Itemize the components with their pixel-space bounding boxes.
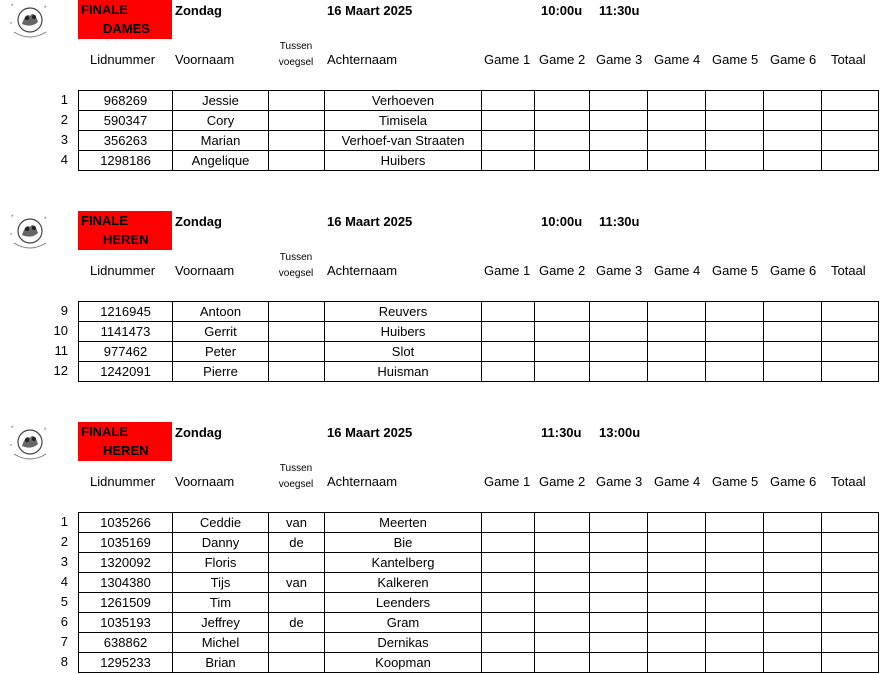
event-section-2 [0,211,882,411]
cell-lidnummer: 638862 [79,633,173,653]
cell-game-2[interactable] [535,613,590,633]
cell-lidnummer: 1035169 [79,533,173,553]
col-tussen-line2: voegsel [278,479,314,490]
cell-game-5[interactable] [706,151,764,171]
cell-game-2[interactable] [535,91,590,111]
score-table [78,512,879,673]
cell-tussenvoegsel [269,593,325,613]
cell-tussenvoegsel: de [269,533,325,553]
score-table [78,90,879,171]
cell-game-4[interactable] [648,613,706,633]
col-game-6: Game 6 [770,52,817,67]
cell-game-4[interactable] [648,322,706,342]
svg-text:*: * [11,426,14,432]
event-date: 16 Maart 2025 [327,3,413,18]
table-row [79,91,879,111]
cell-game-3[interactable] [590,342,648,362]
col-game-3: Game 3 [596,52,643,67]
cell-game-6[interactable] [764,151,822,171]
table-row [79,302,879,322]
cell-achternaam: Kantelberg [325,553,482,573]
cell-game-2[interactable] [535,111,590,131]
event-date: 16 Maart 2025 [327,425,413,440]
cell-lidnummer: 590347 [79,111,173,131]
col-game-2: Game 2 [539,263,586,278]
col-achternaam: Achternaam [327,52,398,67]
start-time: 11:30u [541,425,582,440]
cell-totaal[interactable] [822,653,879,673]
end-time: 11:30u [599,3,640,18]
cell-game-6[interactable] [764,633,822,653]
cell-game-5[interactable] [706,613,764,633]
cell-totaal[interactable] [822,573,879,593]
cell-achternaam: Bie [325,533,482,553]
cell-game-1[interactable] [482,533,535,553]
end-time: 13:00u [599,425,641,440]
cell-totaal[interactable] [822,151,879,171]
cell-totaal[interactable] [822,342,879,362]
cell-game-6[interactable] [764,342,822,362]
row-number: 4 [60,152,68,167]
col-game-5: Game 5 [712,52,759,67]
cell-game-2[interactable] [535,342,590,362]
cell-lidnummer: 977462 [79,342,173,362]
score-table [78,301,879,382]
table-row [79,151,879,171]
cell-lidnummer: 356263 [79,131,173,151]
cell-game-5[interactable] [706,131,764,151]
cell-game-1[interactable] [482,362,535,382]
cell-game-2[interactable] [535,151,590,171]
cell-voornaam: Peter [173,342,269,362]
cell-totaal[interactable] [822,513,879,533]
svg-text:*: * [10,233,12,239]
row-number: 7 [60,634,68,649]
cell-game-1[interactable] [482,322,535,342]
cell-lidnummer: 1320092 [79,553,173,573]
event-date: 16 Maart 2025 [327,214,413,229]
cell-game-1[interactable] [482,573,535,593]
cell-lidnummer: 1141473 [79,322,173,342]
cell-tussenvoegsel: van [269,513,325,533]
row-number: 2 [60,534,68,549]
cell-voornaam: Pierre [173,362,269,382]
cell-game-3[interactable] [590,151,648,171]
cell-game-2[interactable] [535,131,590,151]
cell-game-4[interactable] [648,342,706,362]
cell-tussenvoegsel: van [269,573,325,593]
cell-game-2[interactable] [535,553,590,573]
cell-totaal[interactable] [822,633,879,653]
cell-game-1[interactable] [482,302,535,322]
cell-game-5[interactable] [706,573,764,593]
cell-lidnummer: 1035266 [79,513,173,533]
cell-tussenvoegsel [269,302,325,322]
badge-category: HEREN [103,443,149,458]
cell-game-3[interactable] [590,653,648,673]
col-game-5: Game 5 [712,263,759,278]
club-logo-icon [8,213,52,251]
cell-game-2[interactable] [535,362,590,382]
cell-game-1[interactable] [482,91,535,111]
table-row [79,633,879,653]
row-number: 9 [60,303,68,318]
cell-game-3[interactable] [590,573,648,593]
club-logo-icon [8,2,52,40]
cell-game-6[interactable] [764,653,822,673]
cell-game-4[interactable] [648,302,706,322]
cell-totaal[interactable] [822,362,879,382]
col-game-3: Game 3 [596,474,643,489]
cell-game-2[interactable] [535,302,590,322]
cell-voornaam: Ceddie [173,513,269,533]
cell-voornaam: Tim [173,593,269,613]
cell-achternaam: Leenders [325,593,482,613]
cell-totaal[interactable] [822,322,879,342]
cell-game-4[interactable] [648,91,706,111]
cell-totaal[interactable] [822,613,879,633]
col-totaal: Totaal [831,474,866,489]
cell-game-3[interactable] [590,633,648,653]
cell-achternaam: Reuvers [325,302,482,322]
cell-game-6[interactable] [764,593,822,613]
cell-lidnummer: 1035193 [79,613,173,633]
cell-voornaam: Brian [173,653,269,673]
col-lidnummer: Lidnummer [90,474,156,489]
cell-game-5[interactable] [706,553,764,573]
cell-game-5[interactable] [706,533,764,553]
table-row [79,573,879,593]
cell-game-1[interactable] [482,653,535,673]
cell-game-1[interactable] [482,593,535,613]
svg-text:*: * [10,444,12,450]
cell-achternaam: Huibers [325,151,482,171]
cell-game-5[interactable] [706,593,764,613]
col-totaal: Totaal [831,52,866,67]
cell-game-1[interactable] [482,131,535,151]
col-game-5: Game 5 [712,474,759,489]
col-tussenvoegsel [268,461,324,493]
end-time: 11:30u [599,214,640,229]
cell-lidnummer: 1298186 [79,151,173,171]
badge-title: FINALE [81,2,128,17]
cell-totaal[interactable] [822,593,879,613]
table-row [79,111,879,131]
cell-tussenvoegsel [269,362,325,382]
cell-tussenvoegsel [269,91,325,111]
col-achternaam: Achternaam [327,474,398,489]
cell-voornaam: Angelique [173,151,269,171]
col-lidnummer: Lidnummer [90,263,156,278]
cell-game-6[interactable] [764,362,822,382]
cell-voornaam: Jessie [173,91,269,111]
cell-game-3[interactable] [590,553,648,573]
cell-game-1[interactable] [482,613,535,633]
cell-voornaam: Gerrit [173,322,269,342]
cell-tussenvoegsel [269,151,325,171]
cell-game-3[interactable] [590,111,648,131]
col-game-4: Game 4 [654,52,701,67]
cell-game-6[interactable] [764,91,822,111]
cell-game-5[interactable] [706,111,764,131]
col-game-6: Game 6 [770,263,817,278]
cell-game-3[interactable] [590,613,648,633]
col-totaal: Totaal [831,263,866,278]
col-tussen-line2: voegsel [278,268,314,279]
svg-text:*: * [11,4,14,10]
row-number: 4 [60,574,68,589]
cell-lidnummer: 968269 [79,91,173,111]
cell-totaal[interactable] [822,533,879,553]
cell-game-4[interactable] [648,151,706,171]
col-game-1: Game 1 [484,474,531,489]
cell-game-5[interactable] [706,633,764,653]
row-number: 2 [60,112,68,127]
event-day: Zondag [175,3,222,18]
cell-lidnummer: 1261509 [79,593,173,613]
col-tussen-line1: Tussen [279,41,313,52]
cell-game-4[interactable] [648,513,706,533]
cell-game-3[interactable] [590,593,648,613]
club-logo-icon [8,424,52,462]
cell-game-1[interactable] [482,553,535,573]
cell-game-6[interactable] [764,513,822,533]
cell-tussenvoegsel [269,111,325,131]
col-game-4: Game 4 [654,474,701,489]
cell-tussenvoegsel [269,553,325,573]
cell-totaal[interactable] [822,91,879,111]
cell-game-5[interactable] [706,342,764,362]
cell-game-2[interactable] [535,633,590,653]
cell-game-6[interactable] [764,613,822,633]
cell-tussenvoegsel [269,131,325,151]
cell-game-2[interactable] [535,322,590,342]
cell-game-5[interactable] [706,513,764,533]
cell-achternaam: Dernikas [325,633,482,653]
cell-lidnummer: 1304380 [79,573,173,593]
table-row [79,362,879,382]
cell-achternaam: Timisela [325,111,482,131]
cell-game-4[interactable] [648,633,706,653]
cell-totaal[interactable] [822,553,879,573]
cell-totaal[interactable] [822,302,879,322]
table-row [79,533,879,553]
badge-title: FINALE [81,213,128,228]
event-day: Zondag [175,214,222,229]
cell-game-3[interactable] [590,302,648,322]
cell-tussenvoegsel [269,653,325,673]
cell-game-4[interactable] [648,131,706,151]
cell-game-5[interactable] [706,322,764,342]
col-tussenvoegsel [268,39,324,71]
cell-game-4[interactable] [648,111,706,131]
col-game-3: Game 3 [596,263,643,278]
event-day: Zondag [175,425,222,440]
table-row [79,613,879,633]
cell-voornaam: Tijs [173,573,269,593]
col-voornaam: Voornaam [175,474,235,489]
cell-game-2[interactable] [535,513,590,533]
cell-tussenvoegsel: de [269,613,325,633]
cell-game-5[interactable] [706,362,764,382]
col-tussen-line2: voegsel [278,57,314,68]
cell-game-3[interactable] [590,322,648,342]
event-section-3 [0,422,882,670]
finale-badge [78,0,172,39]
cell-game-5[interactable] [706,653,764,673]
row-number: 8 [60,654,68,669]
cell-game-5[interactable] [706,302,764,322]
cell-voornaam: Michel [173,633,269,653]
col-tussen-line1: Tussen [279,463,313,474]
col-achternaam: Achternaam [327,263,398,278]
event-section-1 [0,0,882,200]
table-row [79,322,879,342]
svg-text:*: * [44,428,47,434]
cell-game-4[interactable] [648,533,706,553]
cell-game-4[interactable] [648,573,706,593]
finale-badge [78,211,172,250]
row-number: 11 [54,343,68,358]
table-row [79,131,879,151]
col-voornaam: Voornaam [175,52,235,67]
cell-game-4[interactable] [648,362,706,382]
cell-voornaam: Floris [173,553,269,573]
cell-lidnummer: 1242091 [79,362,173,382]
col-game-1: Game 1 [484,52,531,67]
table-row [79,342,879,362]
cell-tussenvoegsel [269,342,325,362]
col-game-6: Game 6 [770,474,817,489]
badge-category: DAMES [103,21,150,36]
cell-achternaam: Huisman [325,362,482,382]
cell-game-2[interactable] [535,593,590,613]
cell-game-1[interactable] [482,111,535,131]
col-game-4: Game 4 [654,263,701,278]
table-row [79,593,879,613]
cell-game-3[interactable] [590,131,648,151]
cell-game-6[interactable] [764,573,822,593]
finale-badge [78,422,172,461]
cell-game-2[interactable] [535,533,590,553]
row-number: 1 [60,514,68,529]
cell-voornaam: Jeffrey [173,613,269,633]
cell-voornaam: Marian [173,131,269,151]
start-time: 10:00u [541,3,583,18]
table-row [79,513,879,533]
start-time: 10:00u [541,214,583,229]
cell-game-1[interactable] [482,513,535,533]
col-voornaam: Voornaam [175,263,235,278]
cell-game-3[interactable] [590,91,648,111]
row-number: 3 [60,554,68,569]
cell-achternaam: Huibers [325,322,482,342]
row-number: 3 [60,132,68,147]
cell-totaal[interactable] [822,131,879,151]
cell-lidnummer: 1216945 [79,302,173,322]
cell-game-6[interactable] [764,111,822,131]
cell-voornaam: Danny [173,533,269,553]
cell-achternaam: Verhoef-van Straaten [325,131,482,151]
cell-game-2[interactable] [535,653,590,673]
cell-game-6[interactable] [764,131,822,151]
col-tussenvoegsel [268,250,324,282]
cell-game-3[interactable] [590,513,648,533]
cell-game-6[interactable] [764,302,822,322]
cell-voornaam: Antoon [173,302,269,322]
cell-game-1[interactable] [482,342,535,362]
row-number: 10 [53,323,68,338]
svg-text:*: * [44,6,47,12]
col-game-1: Game 1 [484,263,531,278]
cell-game-2[interactable] [535,573,590,593]
cell-achternaam: Kalkeren [325,573,482,593]
cell-totaal[interactable] [822,111,879,131]
col-lidnummer: Lidnummer [90,52,156,67]
cell-game-4[interactable] [648,653,706,673]
row-number: 6 [60,614,68,629]
cell-game-1[interactable] [482,151,535,171]
cell-voornaam: Cory [173,111,269,131]
svg-text:*: * [10,22,12,28]
cell-tussenvoegsel [269,322,325,342]
table-row [79,653,879,673]
cell-game-4[interactable] [648,553,706,573]
cell-tussenvoegsel [269,633,325,653]
cell-achternaam: Slot [325,342,482,362]
cell-lidnummer: 1295233 [79,653,173,673]
cell-achternaam: Verhoeven [325,91,482,111]
badge-title: FINALE [81,424,128,439]
cell-achternaam: Gram [325,613,482,633]
cell-game-6[interactable] [764,322,822,342]
badge-category: HEREN [103,232,149,247]
table-row [79,553,879,573]
cell-game-5[interactable] [706,91,764,111]
svg-text:*: * [44,217,47,223]
cell-game-4[interactable] [648,593,706,613]
col-game-2: Game 2 [539,474,586,489]
cell-game-6[interactable] [764,533,822,553]
col-game-2: Game 2 [539,52,586,67]
cell-achternaam: Meerten [325,513,482,533]
col-tussen-line1: Tussen [279,252,313,263]
cell-game-3[interactable] [590,362,648,382]
row-number: 12 [53,363,68,378]
row-number: 5 [60,594,68,609]
svg-text:*: * [11,215,14,221]
row-number: 1 [60,92,68,107]
cell-game-3[interactable] [590,533,648,553]
cell-game-6[interactable] [764,553,822,573]
cell-achternaam: Koopman [325,653,482,673]
cell-game-1[interactable] [482,633,535,653]
